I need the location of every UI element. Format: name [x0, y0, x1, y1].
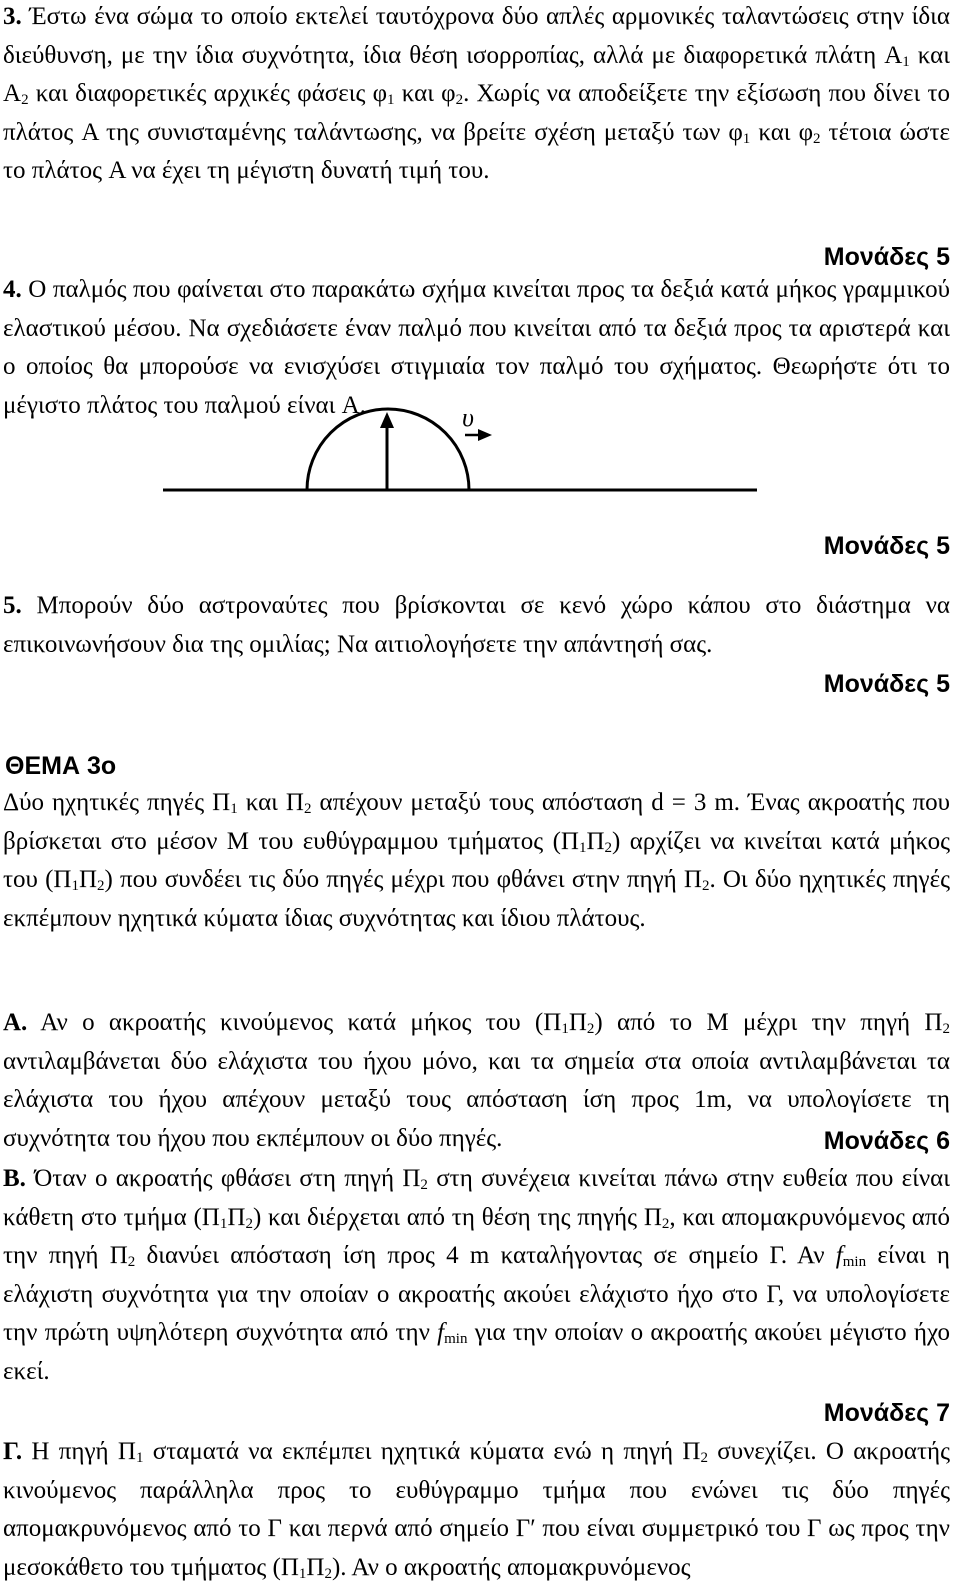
part-c-text	[3, 1433, 950, 1587]
subscript: 2	[303, 801, 312, 817]
part-b	[3, 1160, 950, 1391]
subscript: 1	[219, 1215, 228, 1232]
text-run: στη συνέχεια κινείται πάνω στην ευθεία που είναι κάθετη στο τμήμα (Π	[3, 1165, 950, 1231]
text-run: . Χωρίς να αποδείξετε την εξίσωση που δίνει το πλάτος A της συνισταμένης ταλάντωσης, να βρείτε σχέση μεταξύ των φ	[3, 80, 950, 146]
part-label: Α.	[3, 1009, 28, 1036]
pulse-figure	[0, 0, 960, 560]
question-number: 3.	[3, 3, 22, 30]
subscript: 2	[701, 878, 710, 894]
subscript: 2	[324, 1565, 332, 1582]
text-run: ) από το M μέχρι την πηγή Π	[594, 1009, 943, 1036]
text-run: για την οποίαν ο ακροατής ακούει μέγιστο ήχο εκεί.	[3, 1319, 950, 1385]
question-number: 4.	[3, 276, 22, 303]
text-run: Η πηγή Π	[22, 1438, 136, 1465]
text-run: και Π	[237, 789, 304, 816]
text-run: σταματά να εκπέμπει ηχητικά κύματα ενώ η πηγή Π	[143, 1438, 701, 1465]
question-4-marks: Μονάδες 5	[823, 532, 950, 560]
subscript: 2	[700, 1450, 708, 1466]
question-5-text	[3, 587, 950, 664]
section-heading: ΘΕΜΑ 3ο	[5, 752, 117, 780]
subscript: 1	[578, 839, 587, 856]
symbol-f: f	[437, 1319, 445, 1346]
text-run: Μπορούν δύο αστροναύτες που βρίσκονται σε κενό χώρο κάπου στο διάστημα να επικοινωνήσουν δια της ομιλίας; Να αιτιολογήσετε την απάντησή σας.	[3, 592, 950, 658]
subscript: 1	[387, 92, 395, 108]
subscript: 2	[127, 1254, 136, 1270]
text-run: ) και διέρχεται από τη θέση της πηγής Π	[252, 1203, 662, 1231]
intro-text	[3, 784, 950, 938]
text-run: απέχουν μεταξύ τους απόσταση d = 3 m. Ένας ακροατής που βρίσκεται στο μέσον M του ευθύγραμμου τμήματος (Π	[3, 789, 950, 855]
text-run: Αν ο ακροατής κινούμενος κατά μήκος του (Π	[27, 1009, 562, 1036]
subscript: 2	[604, 839, 613, 856]
subscript: 2	[942, 1021, 950, 1037]
subscript: 2	[586, 1021, 595, 1037]
text-run: Π	[78, 866, 98, 893]
part-b-text	[3, 1160, 950, 1391]
subscript: 2	[21, 92, 29, 108]
subscript: 2	[455, 92, 464, 108]
part-a-marks: Μονάδες 6	[823, 1127, 950, 1155]
subscript: min	[842, 1254, 867, 1270]
question-5-marks: Μονάδες 5	[823, 670, 950, 698]
text-run: διανύει απόσταση ίση προς 4 m καταλήγοντας σε σημείο Γ. Αν	[135, 1242, 836, 1269]
text-run: Π	[586, 827, 605, 855]
subscript: 2	[97, 878, 105, 894]
question-3-marks: Μονάδες 5	[823, 243, 950, 271]
subscript: 1	[902, 53, 910, 70]
text-run: ) που συνδέει τις δύο πηγές μέχρι που φθάνει στην πηγή Π	[104, 866, 702, 893]
subscript: 2	[245, 1215, 253, 1232]
text-run: ) αρχίζει να κινείται κατά μήκος του (Π	[3, 827, 951, 893]
question-number: 5.	[3, 592, 22, 619]
text-run: Όταν ο ακροατής φθάσει στη πηγή Π	[25, 1165, 421, 1192]
text-run: Ο παλμός που φαίνεται στο παρακάτω σχήμα κινείται προς τα δεξιά κατά μήκος γραμμικού ελαστικού μέσου. Να σχεδιάσετε έναν παλμό που κινείται από τα δεξιά προς τα αριστερά και ο οποίος θα μπορούσε να ενισχύσει στιγμιαία τον παλμό του σχήματος. Θεωρήστε ότι το μέγιστο πλάτος του παλμού είναι A.	[3, 276, 950, 419]
text-run: συνεχίζει. Ο ακροατής κινούμενος παράλληλα προς το ευθύγραμμο τμήμα που ενώνει τις δύο πηγές απομακρυνόμενος από το Γ και περνά από σημείο Γ′ που είναι συμμετρικό του Γ ως προς την μεσοκάθετο του τμήματος (Π	[3, 1438, 950, 1581]
part-label: Β.	[3, 1165, 26, 1192]
subscript: 2	[661, 1215, 670, 1232]
text-run: αντιλαμβάνεται δύο ελάχιστα του ήχου μόνο, και τα σημεία στα οποία αντιλαμβάνεται τα ελάχιστα του ήχου απέχουν μεταξύ τους απόσταση ίση προς 1m, να υπολογίσετε τη συχνότητα του ήχου που εκπέμπουν οι δύο πηγές.	[3, 1047, 950, 1152]
amplitude-arrowhead	[380, 412, 394, 428]
part-a-text	[3, 1004, 950, 1158]
subscript: 1	[135, 1450, 144, 1466]
subscript: 2	[813, 130, 821, 147]
subscript: 1	[561, 1021, 569, 1037]
part-label: Γ.	[3, 1438, 23, 1465]
text-run: Π	[227, 1203, 246, 1231]
text-run: και διαφορετικές αρχικές φάσεις φ	[28, 80, 388, 107]
subscript: 1	[298, 1565, 307, 1582]
subscript: 1	[230, 801, 238, 817]
text-run: . Οι δύο ηχητικές πηγές εκπέμπουν ηχητικά κύματα ίδιας συχνότητας και ίδιου πλάτους.	[3, 866, 950, 932]
text-run: τέτοια ώστε το πλάτος A να έχει τη μέγιστη δυνατή τιμή του.	[3, 118, 950, 184]
text-run: ). Αν ο ακροατής απομακρυνόμενος	[331, 1553, 691, 1581]
subscript: 1	[742, 130, 751, 147]
symbol-f: f	[835, 1242, 843, 1269]
subscript: 1	[71, 878, 79, 894]
text-run: και φ	[394, 80, 456, 107]
text-run: είναι η ελάχιστη συχνότητα για την οποίαν ο ακροατής ακούει ελάχιστο ήχο στο Γ, να υπολογίσετε την πρώτη υψηλότερη συχνότητα από την	[3, 1242, 950, 1346]
text-run: και φ	[750, 118, 814, 146]
part-b-marks: Μονάδες 7	[823, 1399, 950, 1427]
text-run: Π	[306, 1553, 325, 1581]
velocity-label: υ	[462, 403, 474, 432]
text-run: Π	[568, 1009, 587, 1036]
part-c	[3, 1433, 950, 1587]
theme-3-intro	[3, 784, 950, 938]
question-5	[3, 587, 950, 664]
subscript: min	[444, 1331, 468, 1347]
velocity-arrowhead	[478, 429, 492, 441]
text-run: Δύο ηχητικές πηγές Π	[3, 789, 231, 816]
text-run: Έστω ένα σώμα το οποίο εκτελεί ταυτόχρονα δύο απλές αρμονικές ταλαντώσεις στην ίδια διεύθυνση, με την ίδια συχνότητα, ίδια θέση ισορροπίας, αλλά με διαφορετικά πλάτη A	[3, 3, 950, 69]
part-a	[3, 1004, 950, 1158]
text-run: και A	[3, 41, 951, 107]
text-run: , και απομακρυνόμενος από την πηγή Π	[3, 1203, 950, 1269]
subscript: 2	[420, 1177, 428, 1193]
